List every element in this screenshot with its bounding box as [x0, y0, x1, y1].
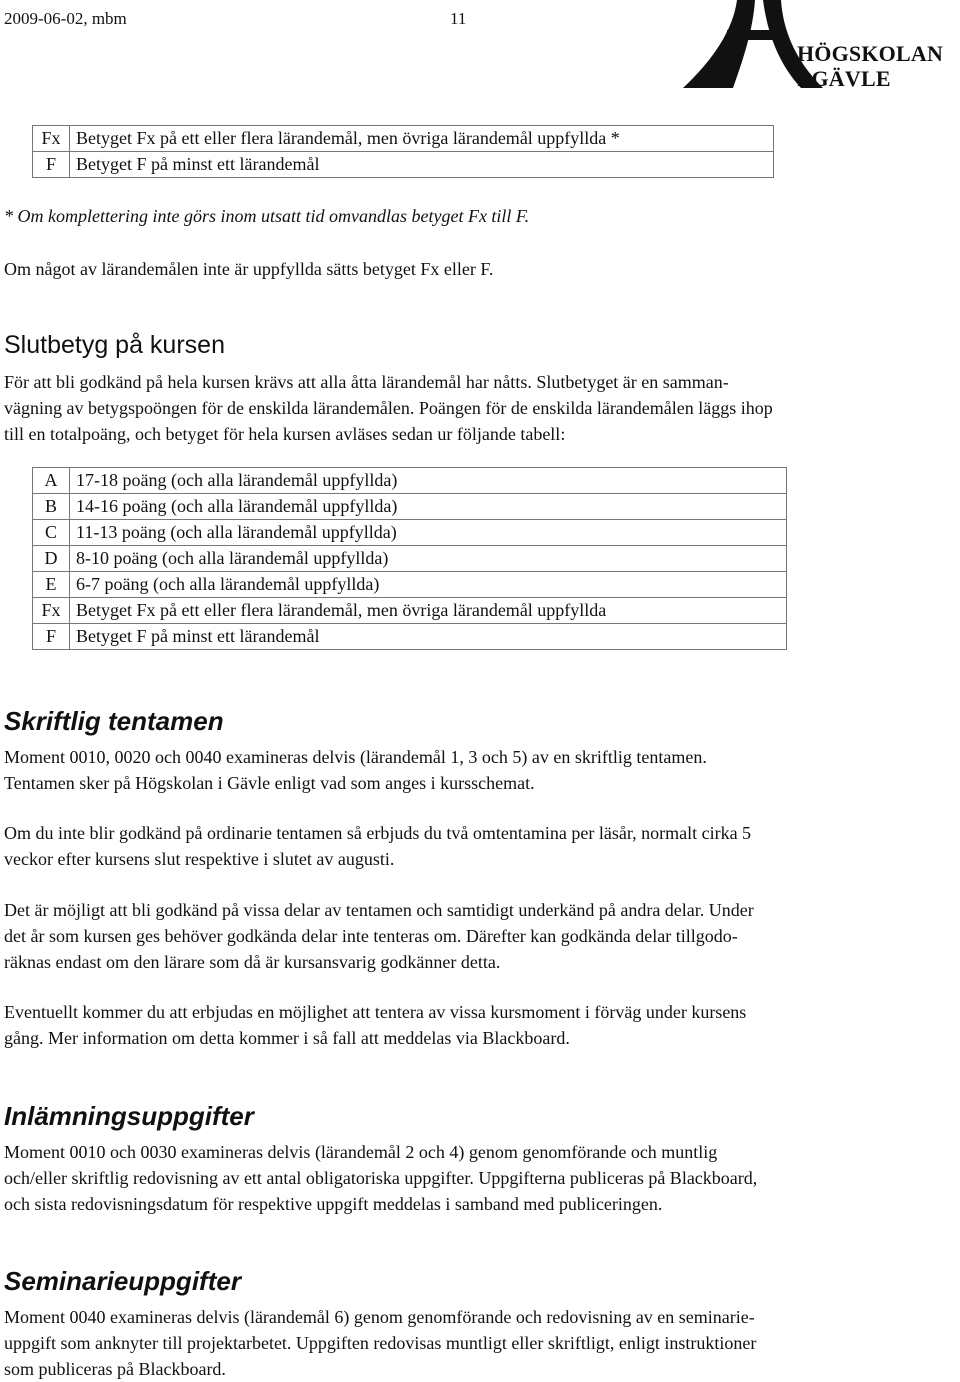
page-number: 11	[450, 9, 467, 28]
grade-description: Betyget Fx på ett eller flera lärandemål, men övriga lärandemål uppfyllda *	[70, 126, 774, 152]
grade-description: 6-7 poäng (och alla lärandemål uppfyllda)	[70, 572, 787, 598]
logo-line-1: HÖGSKOLAN	[797, 41, 944, 66]
grade-cell: E	[33, 572, 70, 598]
skriftlig-paragraph-3	[4, 897, 954, 975]
table-row	[33, 520, 787, 546]
table-row	[33, 572, 787, 598]
table-row	[33, 624, 787, 650]
logo-line-2: I GÄVLE	[797, 66, 891, 91]
text-line: som publiceras på Blackboard.	[4, 1359, 226, 1379]
grade-cell: Fx	[33, 126, 70, 152]
table-row	[33, 494, 787, 520]
text-line: Moment 0010, 0020 och 0040 examineras delvis (lärandemål 1, 3 och 5) av en skriftlig tentamen.	[4, 747, 707, 767]
table-row	[33, 152, 774, 178]
grade-cell: D	[33, 546, 70, 572]
grade-description: 17-18 poäng (och alla lärandemål uppfyllda)	[70, 468, 787, 494]
grade-cell: F	[33, 152, 70, 178]
table-row	[33, 546, 787, 572]
skriftlig-paragraph-1	[4, 744, 954, 796]
skriftlig-paragraph-4	[4, 999, 954, 1051]
text-line: räknas endast om den lärare som då är kursansvarig godkänner detta.	[4, 952, 501, 972]
skriftlig-paragraph-2	[4, 820, 954, 872]
heading-slutbetyg: Slutbetyg på kursen	[4, 331, 225, 359]
heading-inlamningsuppgifter: Inlämningsuppgifter	[4, 1101, 254, 1131]
text-line: och sista redovisningsdatum för respektive uppgift meddelas i samband med publiceringen.	[4, 1194, 663, 1214]
footnote: * Om komplettering inte görs inom utsatt tid omvandlas betyget Fx till F.	[4, 206, 530, 226]
text-line: och/eller skriftlig redovisning av ett antal obligatoriska uppgifter. Uppgifterna publiceras på Blackboard,	[4, 1168, 758, 1188]
text-line: För att bli godkänd på hela kursen krävs att alla åtta lärandemål har nåtts. Slutbetyget är en samman-	[4, 372, 729, 392]
grade-cell: B	[33, 494, 70, 520]
grade-cell: F	[33, 624, 70, 650]
grade-description: 8-10 poäng (och alla lärandemål uppfyllda)	[70, 546, 787, 572]
text-line: det år som kursen ges behöver godkända delar inte tenteras om. Därefter kan godkända delar tillgodo-	[4, 926, 738, 946]
text-line: Moment 0040 examineras delvis (lärandemål 6) genom genomförande och redovisning av en seminarie-	[4, 1307, 755, 1327]
grade-table-final	[32, 467, 787, 650]
grade-cell: A	[33, 468, 70, 494]
text-line: till en totalpoäng, och betyget för hela kursen avläses sedan ur följande tabell:	[4, 424, 566, 444]
table-row	[33, 598, 787, 624]
grade-description: Betyget Fx på ett eller flera lärandemål, men övriga lärandemål uppfyllda	[70, 598, 787, 624]
grade-cell: Fx	[33, 598, 70, 624]
grade-description: 14-16 poäng (och alla lärandemål uppfyllda)	[70, 494, 787, 520]
heading-skriftlig-tentamen: Skriftlig tentamen	[4, 706, 224, 736]
seminarie-paragraph	[4, 1304, 954, 1382]
table-row	[33, 468, 787, 494]
text-line: Moment 0010 och 0030 examineras delvis (lärandemål 2 och 4) genom genomförande och muntlig	[4, 1142, 718, 1162]
heading-seminarieuppgifter: Seminarieuppgifter	[4, 1266, 241, 1296]
grade-table-top	[32, 125, 774, 178]
grade-description: Betyget F på minst ett lärandemål	[70, 152, 774, 178]
text-line: uppgift som anknyter till projektarbetet. Uppgiften redovisas muntligt eller skriftligt, enligt instruktioner	[4, 1333, 757, 1353]
inlamning-paragraph	[4, 1139, 954, 1217]
note-fx: Om något av lärandemålen inte är uppfyllda sätts betyget Fx eller F.	[4, 259, 494, 279]
grade-cell: C	[33, 520, 70, 546]
slutbetyg-paragraph	[4, 369, 954, 447]
text-line: gång. Mer information om detta kommer i så fall att meddelas via Blackboard.	[4, 1028, 570, 1048]
logo-wordmark	[797, 41, 943, 91]
grade-description: Betyget F på minst ett lärandemål	[70, 624, 787, 650]
header-date: 2009-06-02, mbm	[4, 9, 127, 28]
text-line: Eventuellt kommer du att erbjudas en möjlighet att tentera av vissa kursmoment i förväg under kursens	[4, 1002, 747, 1022]
text-line: Om du inte blir godkänd på ordinarie tentamen så erbjuds du två omtentamina per läsår, normalt cirka 5	[4, 823, 752, 843]
grade-description: 11-13 poäng (och alla lärandemål uppfyllda)	[70, 520, 787, 546]
table-row	[33, 126, 774, 152]
text-line: Tentamen sker på Högskolan i Gävle enligt vad som anges i kursschemat.	[4, 773, 535, 793]
text-line: veckor efter kursens slut respektive i slutet av augusti.	[4, 849, 395, 869]
text-line: vägning av betygspoöngen för de enskilda lärandemålen. Poängen för de enskilda lärandemålen läggs ihop	[4, 398, 773, 418]
text-line: Det är möjligt att bli godkänd på vissa delar av tentamen och samtidigt underkänd på andra delar. Under	[4, 900, 754, 920]
